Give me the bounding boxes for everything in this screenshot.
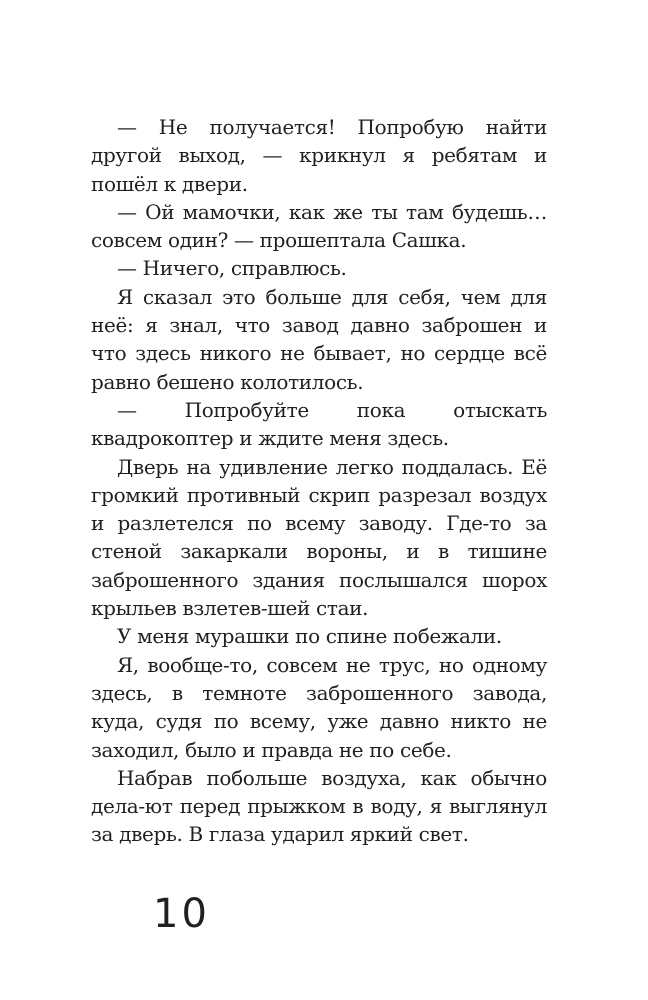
paragraph: — Ой мамочки, как же ты там будешь… совсем один? — прошептала Сашка. — [91, 199, 547, 253]
paragraph: У меня мурашки по спине побежали. — [117, 624, 502, 649]
paragraph: Дверь на удивление легко поддалась. Её громкий противный скрип разрезал воздух и разлетелся по всему заводу. Где-то за стеной закаркали вороны, и в тишине заброшенного здания послышался шорох крыльев взлетев-шей стаи. — [91, 454, 547, 621]
paragraph: Я, вообще-то, совсем не трус, но одному здесь, в темноте заброшенного завода, куда, судя по всему, уже давно никто не заходил, было и правда не по себе. — [91, 652, 547, 762]
paragraph: — Попробуйте пока отыскать квадрокоптер и ждите меня здесь. — [91, 397, 547, 451]
body-text — [91, 113, 547, 849]
paragraph: — Не получается! Попробую найти другой выход, — крикнул я ребятам и пошёл к двери. — [91, 115, 547, 196]
paragraph: Набрав побольше воздуха, как обычно дела-ют перед прыжком в воду, я выглянул за дверь. В глаза ударил яркий свет. — [91, 765, 547, 847]
paragraph: — Ничего, справлюсь. — [117, 256, 347, 281]
page-number: 10 — [153, 891, 210, 937]
paragraph: Я сказал это больше для себя, чем для неё: я знал, что завод давно заброшен и что здесь никого не бывает, но сердце всё равно бешено колотилось. — [91, 284, 547, 394]
